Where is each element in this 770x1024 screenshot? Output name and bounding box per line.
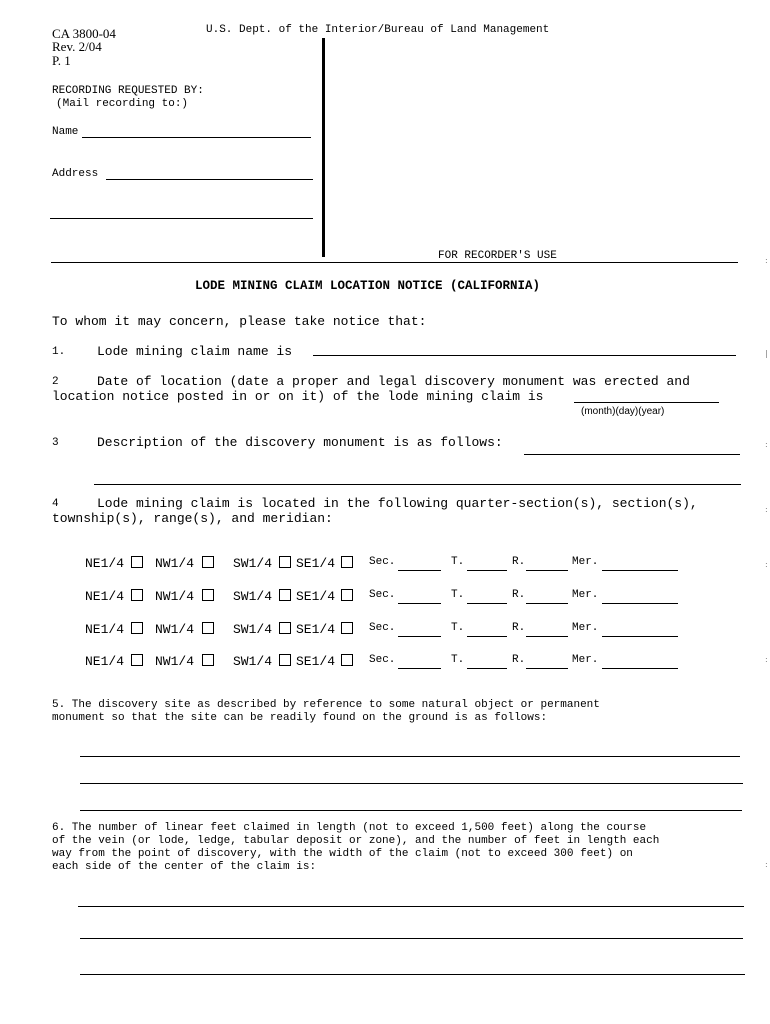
sw-quarter-checkbox[interactable] xyxy=(279,589,291,601)
ne-quarter-label: NE1/4 xyxy=(85,556,125,571)
section-field[interactable] xyxy=(398,636,441,637)
claim-dimensions-line-3[interactable] xyxy=(80,974,745,975)
ne-quarter-checkbox[interactable] xyxy=(131,622,143,634)
section-label: Sec. xyxy=(369,622,396,634)
nw-quarter-checkbox[interactable] xyxy=(202,556,214,568)
claim-dimensions-line-2[interactable] xyxy=(80,938,743,939)
item-3-text: Description of the discovery monument is as follows: xyxy=(97,435,503,450)
sw-quarter-label: SW1/4 xyxy=(233,654,273,669)
meridian-field[interactable] xyxy=(602,636,678,637)
township-label: T. xyxy=(451,622,465,634)
se-quarter-checkbox[interactable] xyxy=(341,622,353,634)
section-field[interactable] xyxy=(398,668,441,669)
agency-header: U.S. Dept. of the Interior/Bureau of Land Management xyxy=(206,24,550,36)
section-label: Sec. xyxy=(369,654,396,666)
location-date-field[interactable] xyxy=(574,402,719,403)
address-label: Address xyxy=(52,168,99,180)
scan-mark: : xyxy=(765,256,768,265)
recorders-use-label: FOR RECORDER'S USE xyxy=(438,250,557,262)
ne-quarter-checkbox[interactable] xyxy=(131,654,143,666)
scan-mark: : xyxy=(765,655,768,664)
nw-quarter-checkbox[interactable] xyxy=(202,622,214,634)
form-title: LODE MINING CLAIM LOCATION NOTICE (CALIFORNIA) xyxy=(195,279,541,293)
se-quarter-label: SE1/4 xyxy=(296,622,336,637)
item-2-line-2: location notice posted in or on it) of the lode mining claim is xyxy=(52,389,544,404)
ne-quarter-checkbox[interactable] xyxy=(131,589,143,601)
form-number: CA 3800-04 xyxy=(52,26,116,41)
item-5-line-1: 5. The discovery site as described by reference to some natural object or permanent xyxy=(52,699,600,711)
nw-quarter-label: NW1/4 xyxy=(155,589,195,604)
meridian-label: Mer. xyxy=(572,654,599,666)
item-6-line-1: 6. The number of linear feet claimed in length (not to exceed 1,500 feet) along the course xyxy=(52,822,647,834)
item-6-line-4: each side of the center of the claim is: xyxy=(52,861,317,873)
item-5-line-2: monument so that the site can be readily found on the ground is as follows: xyxy=(52,712,548,724)
page-number: P. 1 xyxy=(52,53,71,68)
se-quarter-label: SE1/4 xyxy=(296,589,336,604)
sw-quarter-checkbox[interactable] xyxy=(279,556,291,568)
item-2-line-1: Date of location (date a proper and legal discovery monument was erected and xyxy=(97,374,690,389)
sw-quarter-label: SW1/4 xyxy=(233,622,273,637)
claim-name-field[interactable] xyxy=(313,355,736,356)
section-label: Sec. xyxy=(369,589,396,601)
meridian-field[interactable] xyxy=(602,570,678,571)
revision: Rev. 2/04 xyxy=(52,39,102,54)
meridian-label: Mer. xyxy=(572,556,599,568)
recording-requested-label: RECORDING REQUESTED BY: xyxy=(52,85,204,97)
sw-quarter-label: SW1/4 xyxy=(233,589,273,604)
ne-quarter-label: NE1/4 xyxy=(85,622,125,637)
nw-quarter-checkbox[interactable] xyxy=(202,654,214,666)
range-label: R. xyxy=(512,654,526,666)
section-field[interactable] xyxy=(398,603,441,604)
nw-quarter-label: NW1/4 xyxy=(155,654,195,669)
quarter-row xyxy=(0,654,770,674)
item-6-line-3: way from the point of discovery, with the width of the claim (not to exceed 300 feet) on xyxy=(52,848,633,860)
range-label: R. xyxy=(512,589,526,601)
ne-quarter-checkbox[interactable] xyxy=(131,556,143,568)
name-label: Name xyxy=(52,126,79,138)
item-4-line-1: Lode mining claim is located in the following quarter-section(s), section(s), xyxy=(97,496,698,511)
item-1-number: 1. xyxy=(52,346,66,358)
discovery-site-line-3[interactable] xyxy=(80,810,742,811)
township-field[interactable] xyxy=(467,603,507,604)
range-field[interactable] xyxy=(526,668,568,669)
sw-quarter-checkbox[interactable] xyxy=(279,622,291,634)
nw-quarter-checkbox[interactable] xyxy=(202,589,214,601)
nw-quarter-label: NW1/4 xyxy=(155,622,195,637)
range-field[interactable] xyxy=(526,570,568,571)
township-label: T. xyxy=(451,589,465,601)
meridian-label: Mer. xyxy=(572,622,599,634)
quarter-row xyxy=(0,589,770,609)
discovery-site-line-1[interactable] xyxy=(80,756,740,757)
discovery-site-line-2[interactable] xyxy=(80,783,743,784)
meridian-field[interactable] xyxy=(602,668,678,669)
se-quarter-checkbox[interactable] xyxy=(341,556,353,568)
ne-quarter-label: NE1/4 xyxy=(85,654,125,669)
name-field[interactable] xyxy=(82,137,311,138)
address-field[interactable] xyxy=(106,179,313,180)
address-field-line-2[interactable] xyxy=(50,218,313,219)
scan-mark: : xyxy=(765,560,768,569)
nw-quarter-label: NW1/4 xyxy=(155,556,195,571)
sw-quarter-label: SW1/4 xyxy=(233,556,273,571)
range-label: R. xyxy=(512,556,526,568)
range-label: R. xyxy=(512,622,526,634)
mail-recording-label: (Mail recording to:) xyxy=(56,98,189,110)
se-quarter-checkbox[interactable] xyxy=(341,589,353,601)
item-1-text: Lode mining claim name is xyxy=(97,344,293,359)
ne-quarter-label: NE1/4 xyxy=(85,589,125,604)
quarter-row xyxy=(0,556,770,576)
item-4-line-2: township(s), range(s), and meridian: xyxy=(52,511,333,526)
meridian-field[interactable] xyxy=(602,603,678,604)
section-field[interactable] xyxy=(398,570,441,571)
township-field[interactable] xyxy=(467,668,507,669)
township-field[interactable] xyxy=(467,636,507,637)
township-label: T. xyxy=(451,654,465,666)
monument-description-line-2[interactable] xyxy=(94,484,741,485)
range-field[interactable] xyxy=(526,636,568,637)
item-6-line-2: of the vein (or lode, ledge, tabular deposit or zone), and the number of feet in length each xyxy=(52,835,660,847)
se-quarter-checkbox[interactable] xyxy=(341,654,353,666)
meridian-label: Mer. xyxy=(572,589,599,601)
quarter-row xyxy=(0,622,770,642)
item-4-number: 4 xyxy=(52,498,59,510)
range-field[interactable] xyxy=(526,603,568,604)
recorder-divider xyxy=(322,38,325,257)
township-field[interactable] xyxy=(467,570,507,571)
se-quarter-label: SE1/4 xyxy=(296,654,336,669)
scan-mark: : xyxy=(765,505,768,514)
item-3-number: 3 xyxy=(52,437,59,449)
se-quarter-label: SE1/4 xyxy=(296,556,336,571)
township-label: T. xyxy=(451,556,465,568)
claim-dimensions-line-1[interactable] xyxy=(78,906,744,907)
item-2-number: 2 xyxy=(52,376,59,388)
intro-text: To whom it may concern, please take notice that: xyxy=(52,314,427,329)
monument-description-field[interactable] xyxy=(524,454,740,455)
sw-quarter-checkbox[interactable] xyxy=(279,654,291,666)
date-format-hint: (month)(day)(year) xyxy=(581,406,665,417)
header-separator xyxy=(51,262,738,263)
scan-mark: : xyxy=(765,860,768,869)
scan-mark: | xyxy=(765,349,768,358)
section-label: Sec. xyxy=(369,556,396,568)
scan-mark: : xyxy=(765,440,768,449)
